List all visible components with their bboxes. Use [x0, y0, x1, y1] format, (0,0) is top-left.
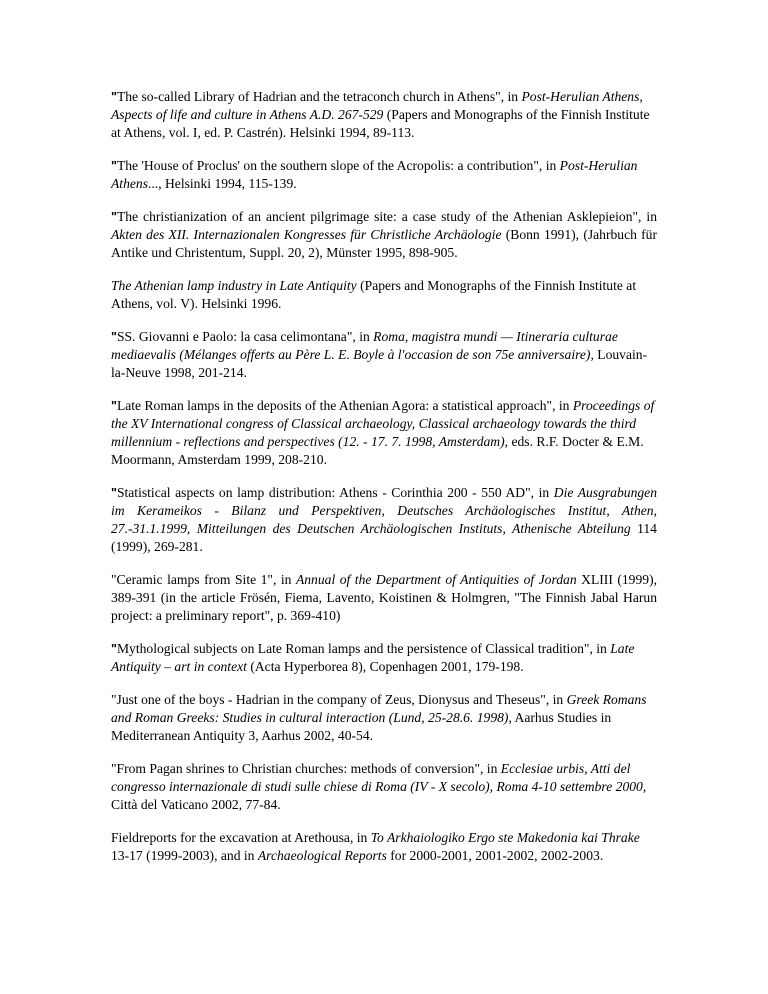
open-quote: " — [111, 90, 117, 104]
entry-title: To Arkhaiologiko Ergo ste Makedonia kai Thrake — [370, 829, 640, 845]
entry-title: Ecclesiae urbis, Atti del congresso internazionale di studi sulle chiese di Roma (IV - X secolo), Roma 4-10 settembre 2000 — [111, 760, 643, 794]
bibliography-entry — [111, 691, 657, 746]
open-quote: " — [111, 485, 117, 500]
entry-text: for 2000-2001, 2001-2002, 2002-2003. — [386, 848, 604, 863]
bibliography-entry — [111, 328, 657, 383]
entry-title: Archaeological Reports — [257, 848, 387, 863]
open-quote: " — [111, 159, 117, 173]
entry-text: 13-17 (1999-2003), and in — [111, 848, 258, 863]
entry-title: Post-Herulian Athens, Aspects of life and culture in Athens A.D. 267-529 — [111, 89, 643, 123]
entry-text: The 'House of Proclus' on the southern slope of the Acropolis: a contribution", in — [116, 158, 560, 173]
bibliography-entry — [111, 829, 657, 865]
entry-text: Mythological subjects on Late Roman lamps and the persistence of Classical tradition", in — [116, 641, 611, 656]
entry-title: Annual of the Department of Antiquities of Jordan — [295, 572, 577, 587]
entry-text: Late Roman lamps in the deposits of the Athenian Agora: a statistical approach", in — [116, 397, 573, 413]
bibliography-entry — [111, 760, 657, 815]
bibliography-entry — [111, 640, 657, 676]
entry-text: The christianization of an ancient pilgrimage site: a case study of the Athenian Asklepieion", in — [116, 208, 657, 224]
entry-title: Die Ausgrabungen im Kerameikos - Bilanz und Perspektiven, Deutsches Archäologisches Institut, Athen, 27.-31.1.1999, Mitteilungen des Deutschen Archäologischen Instituts, Athenische Abteilung — [111, 484, 657, 537]
entry-title: Late Antiquity – art in context — [111, 641, 635, 675]
open-quote: " — [111, 329, 117, 344]
entry-text: Fieldreports for the excavation at Arethousa, in — [111, 829, 371, 845]
entry-text: Statistical aspects on lamp distribution: Athens - Corinthia 200 - 550 AD", in — [116, 484, 554, 500]
bibliography-entry — [111, 277, 657, 313]
bibliography-list — [111, 88, 657, 880]
entry-text: , eds. R.F. Docter & E.M. Moormann, Amsterdam 1999, 208-210. — [111, 434, 644, 468]
entry-title: Greek Romans and Roman Greeks: Studies in cultural interaction (Lund, 25-28.6. 1998) — [111, 691, 647, 725]
entry-text: (Papers and Monographs of the Finnish Institute at Athens, vol. I, ed. P. Castrén). Helsinki 1994, 89-113. — [111, 107, 650, 141]
bibliography-entry — [111, 208, 657, 263]
entry-text: XLIII (1999), 389-391 (in the article Frösén, Fiema, Lavento, Koistinen & Holmgren, "The Finnish Jabal Harun project: a preliminary report", p. 369-410) — [111, 572, 657, 624]
entry-text: (Papers and Monographs of the Finnish Institute at Athens, vol. V). Helsinki 1996. — [111, 277, 637, 311]
bibliography-entry — [111, 484, 657, 557]
entry-text: 114 (1999), 269-281. — [111, 521, 657, 555]
bibliography-entry — [111, 157, 657, 193]
entry-text: (Bonn 1991), (Jahrbuch für Antike und Christentum, Suppl. 20, 2), Münster 1995, 898-905. — [111, 227, 658, 261]
bibliography-entry — [111, 397, 657, 470]
open-quote: " — [111, 209, 117, 224]
entry-text: "From Pagan shrines to Christian churches: methods of conversion", in — [111, 760, 501, 776]
entry-title: Post-Herulian Athens — [111, 158, 638, 192]
open-quote: " — [111, 642, 117, 656]
open-quote: " — [111, 398, 117, 413]
entry-text: , Louvain-la-Neuve 1998, 201-214. — [111, 346, 648, 380]
entry-text: "Just one of the boys - Hadrian in the company of Zeus, Dionysus and Theseus", in — [111, 691, 567, 707]
entry-text: ..., Helsinki 1994, 115-139. — [148, 176, 297, 192]
entry-text: , Città del Vaticano 2002, 77-84. — [111, 779, 647, 813]
entry-title: Roma, magistra mundi — Itineraria culturae mediaevalis (Mélanges offerts au Père L. E. Boyle à l'occasion de son 75e anniversaire) — [111, 328, 618, 362]
entry-text: The so-called Library of Hadrian and the tetraconch church in Athens", in — [116, 89, 522, 104]
entry-text: (Acta Hyperborea 8), Copenhagen 2001, 179-198. — [246, 659, 524, 675]
bibliography-entry — [111, 88, 657, 143]
entry-title: Akten des XII. Internazionalen Kongresses für Christliche Archäologie — [111, 227, 502, 242]
entry-text: SS. Giovanni e Paolo: la casa celimontana", in — [116, 328, 374, 344]
entry-title: Proceedings of the XV International congress of Classical archaeology, Classical archaeology towards the third millennium - reflections and perspectives (12. - 17. 7. 1998, Amsterdam) — [111, 397, 655, 449]
entry-text: , Aarhus Studies in Mediterranean Antiquity 3, Aarhus 2002, 40-54. — [111, 710, 612, 744]
bibliography-entry — [111, 571, 657, 626]
entry-title: The Athenian lamp industry in Late Antiquity — [111, 277, 357, 293]
entry-text: "Ceramic lamps from Site 1", in — [111, 572, 296, 587]
